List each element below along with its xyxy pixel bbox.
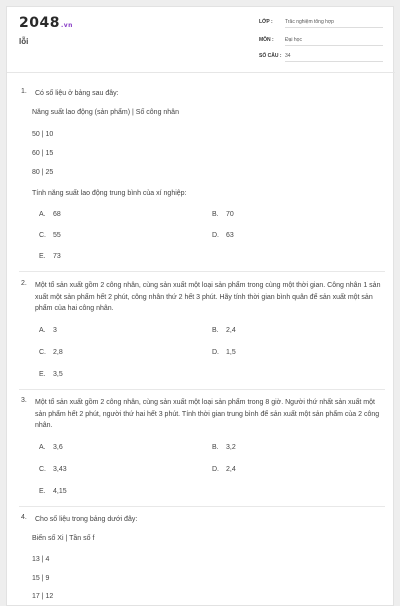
- answer-option-e[interactable]: [39, 488, 67, 495]
- meta-subject: [259, 35, 384, 49]
- option-value: 1,5: [226, 349, 236, 356]
- subject-value: Đại học: [285, 37, 383, 46]
- option-value: 3,5: [53, 371, 63, 378]
- option-label: A.: [39, 444, 46, 451]
- question-line: Năng suất lao động (sản phẩm) | Số công nhân: [32, 109, 179, 116]
- class-value: Trắc nghiệm tổng hợp: [285, 19, 383, 28]
- site-logo[interactable]: [19, 15, 73, 31]
- answer-option-d[interactable]: [212, 466, 236, 473]
- question-text: Một tổ sản xuất gồm 2 công nhân, cùng sản xuất một loại sản phẩm trong cùng một thời gian. Công nhân 1 sản xuất một sản phẩm hết 2 phút, công nhân thứ 2 hết 3 phút. Hãy tính thời gian bình quân để sản xuất một sản phẩm của hai công nhân.: [35, 282, 381, 312]
- option-label: E.: [39, 253, 46, 260]
- meta-class: [259, 17, 384, 31]
- option-label: D.: [212, 466, 219, 473]
- option-value: 73: [53, 253, 61, 260]
- option-label: B.: [212, 327, 219, 334]
- answer-option-b[interactable]: [212, 327, 236, 334]
- answer-option-b[interactable]: [212, 444, 236, 451]
- option-value: 3,43: [53, 466, 67, 473]
- question-number: 3.: [21, 397, 27, 404]
- option-label: C.: [39, 466, 46, 473]
- question-text: Cho số liệu trong bảng dưới đây:: [35, 516, 138, 523]
- question-line: 13 | 4: [32, 556, 50, 563]
- option-value: 4,15: [53, 488, 67, 495]
- question-line: Biến số Xi | Tần số f: [32, 535, 95, 542]
- question-number: 1.: [21, 88, 27, 95]
- option-label: A.: [39, 211, 46, 218]
- question-line: 15 | 9: [32, 575, 50, 582]
- option-label: B.: [212, 211, 219, 218]
- question-divider: [19, 389, 385, 390]
- answer-option-b[interactable]: [212, 211, 234, 218]
- option-value: 55: [53, 232, 61, 239]
- question-line: 50 | 10: [32, 131, 54, 138]
- option-label: D.: [212, 232, 219, 239]
- question-number: 2.: [21, 280, 27, 287]
- count-value: 34: [285, 53, 383, 62]
- meta-count: [259, 51, 384, 65]
- subject-label: MÔN :: [259, 37, 274, 43]
- option-value: 2,4: [226, 327, 236, 334]
- option-value: 2,4: [226, 466, 236, 473]
- question-divider: [19, 506, 385, 507]
- question-line: 60 | 15: [32, 150, 54, 157]
- option-label: B.: [212, 444, 219, 451]
- question-divider: [19, 271, 385, 272]
- option-value: 2,8: [53, 349, 63, 356]
- answer-option-c[interactable]: [39, 232, 61, 239]
- count-label: SỐ CÂU :: [259, 53, 282, 59]
- class-label: LỚP :: [259, 19, 273, 25]
- answer-option-a[interactable]: [39, 444, 63, 451]
- answer-option-d[interactable]: [212, 349, 236, 356]
- option-label: E.: [39, 371, 46, 378]
- answer-option-a[interactable]: [39, 327, 57, 334]
- option-label: A.: [39, 327, 46, 334]
- question-number: 4.: [21, 514, 27, 521]
- option-value: 68: [53, 211, 61, 218]
- logo-text: 2048: [19, 15, 60, 31]
- question-line: 17 | 12: [32, 593, 54, 600]
- option-value: 3: [53, 327, 57, 334]
- answer-option-e[interactable]: [39, 253, 61, 260]
- document-page: [6, 6, 394, 606]
- option-label: E.: [39, 488, 46, 495]
- option-value: 70: [226, 211, 234, 218]
- question-text: Có số liệu ở bảng sau đây:: [35, 90, 119, 97]
- logo-suffix: .vn: [60, 22, 73, 29]
- option-value: 3,2: [226, 444, 236, 451]
- question-line: Tính năng suất lao động trung bình của xí nghiệp:: [32, 190, 187, 197]
- page-header: [7, 7, 395, 73]
- option-value: 63: [226, 232, 234, 239]
- question-line: 80 | 25: [32, 169, 54, 176]
- answer-option-d[interactable]: [212, 232, 234, 239]
- answer-option-e[interactable]: [39, 371, 63, 378]
- question-text: Một tổ sản xuất gồm 2 công nhân, cùng sản xuất một loại sản phẩm trong 8 giờ. Người thứ nhất sản xuất một sản phẩm hết 2 phút, người thứ hai hết 3 phút. Tính thời gian trung bình để sản xuất một sản phẩm của 2 công nhân.: [35, 399, 380, 429]
- subject-tag: lỗi: [19, 37, 29, 46]
- answer-option-c[interactable]: [39, 349, 63, 356]
- option-label: C.: [39, 232, 46, 239]
- option-label: D.: [212, 349, 219, 356]
- option-value: 3,6: [53, 444, 63, 451]
- answer-option-a[interactable]: [39, 211, 61, 218]
- option-label: C.: [39, 349, 46, 356]
- answer-option-c[interactable]: [39, 466, 67, 473]
